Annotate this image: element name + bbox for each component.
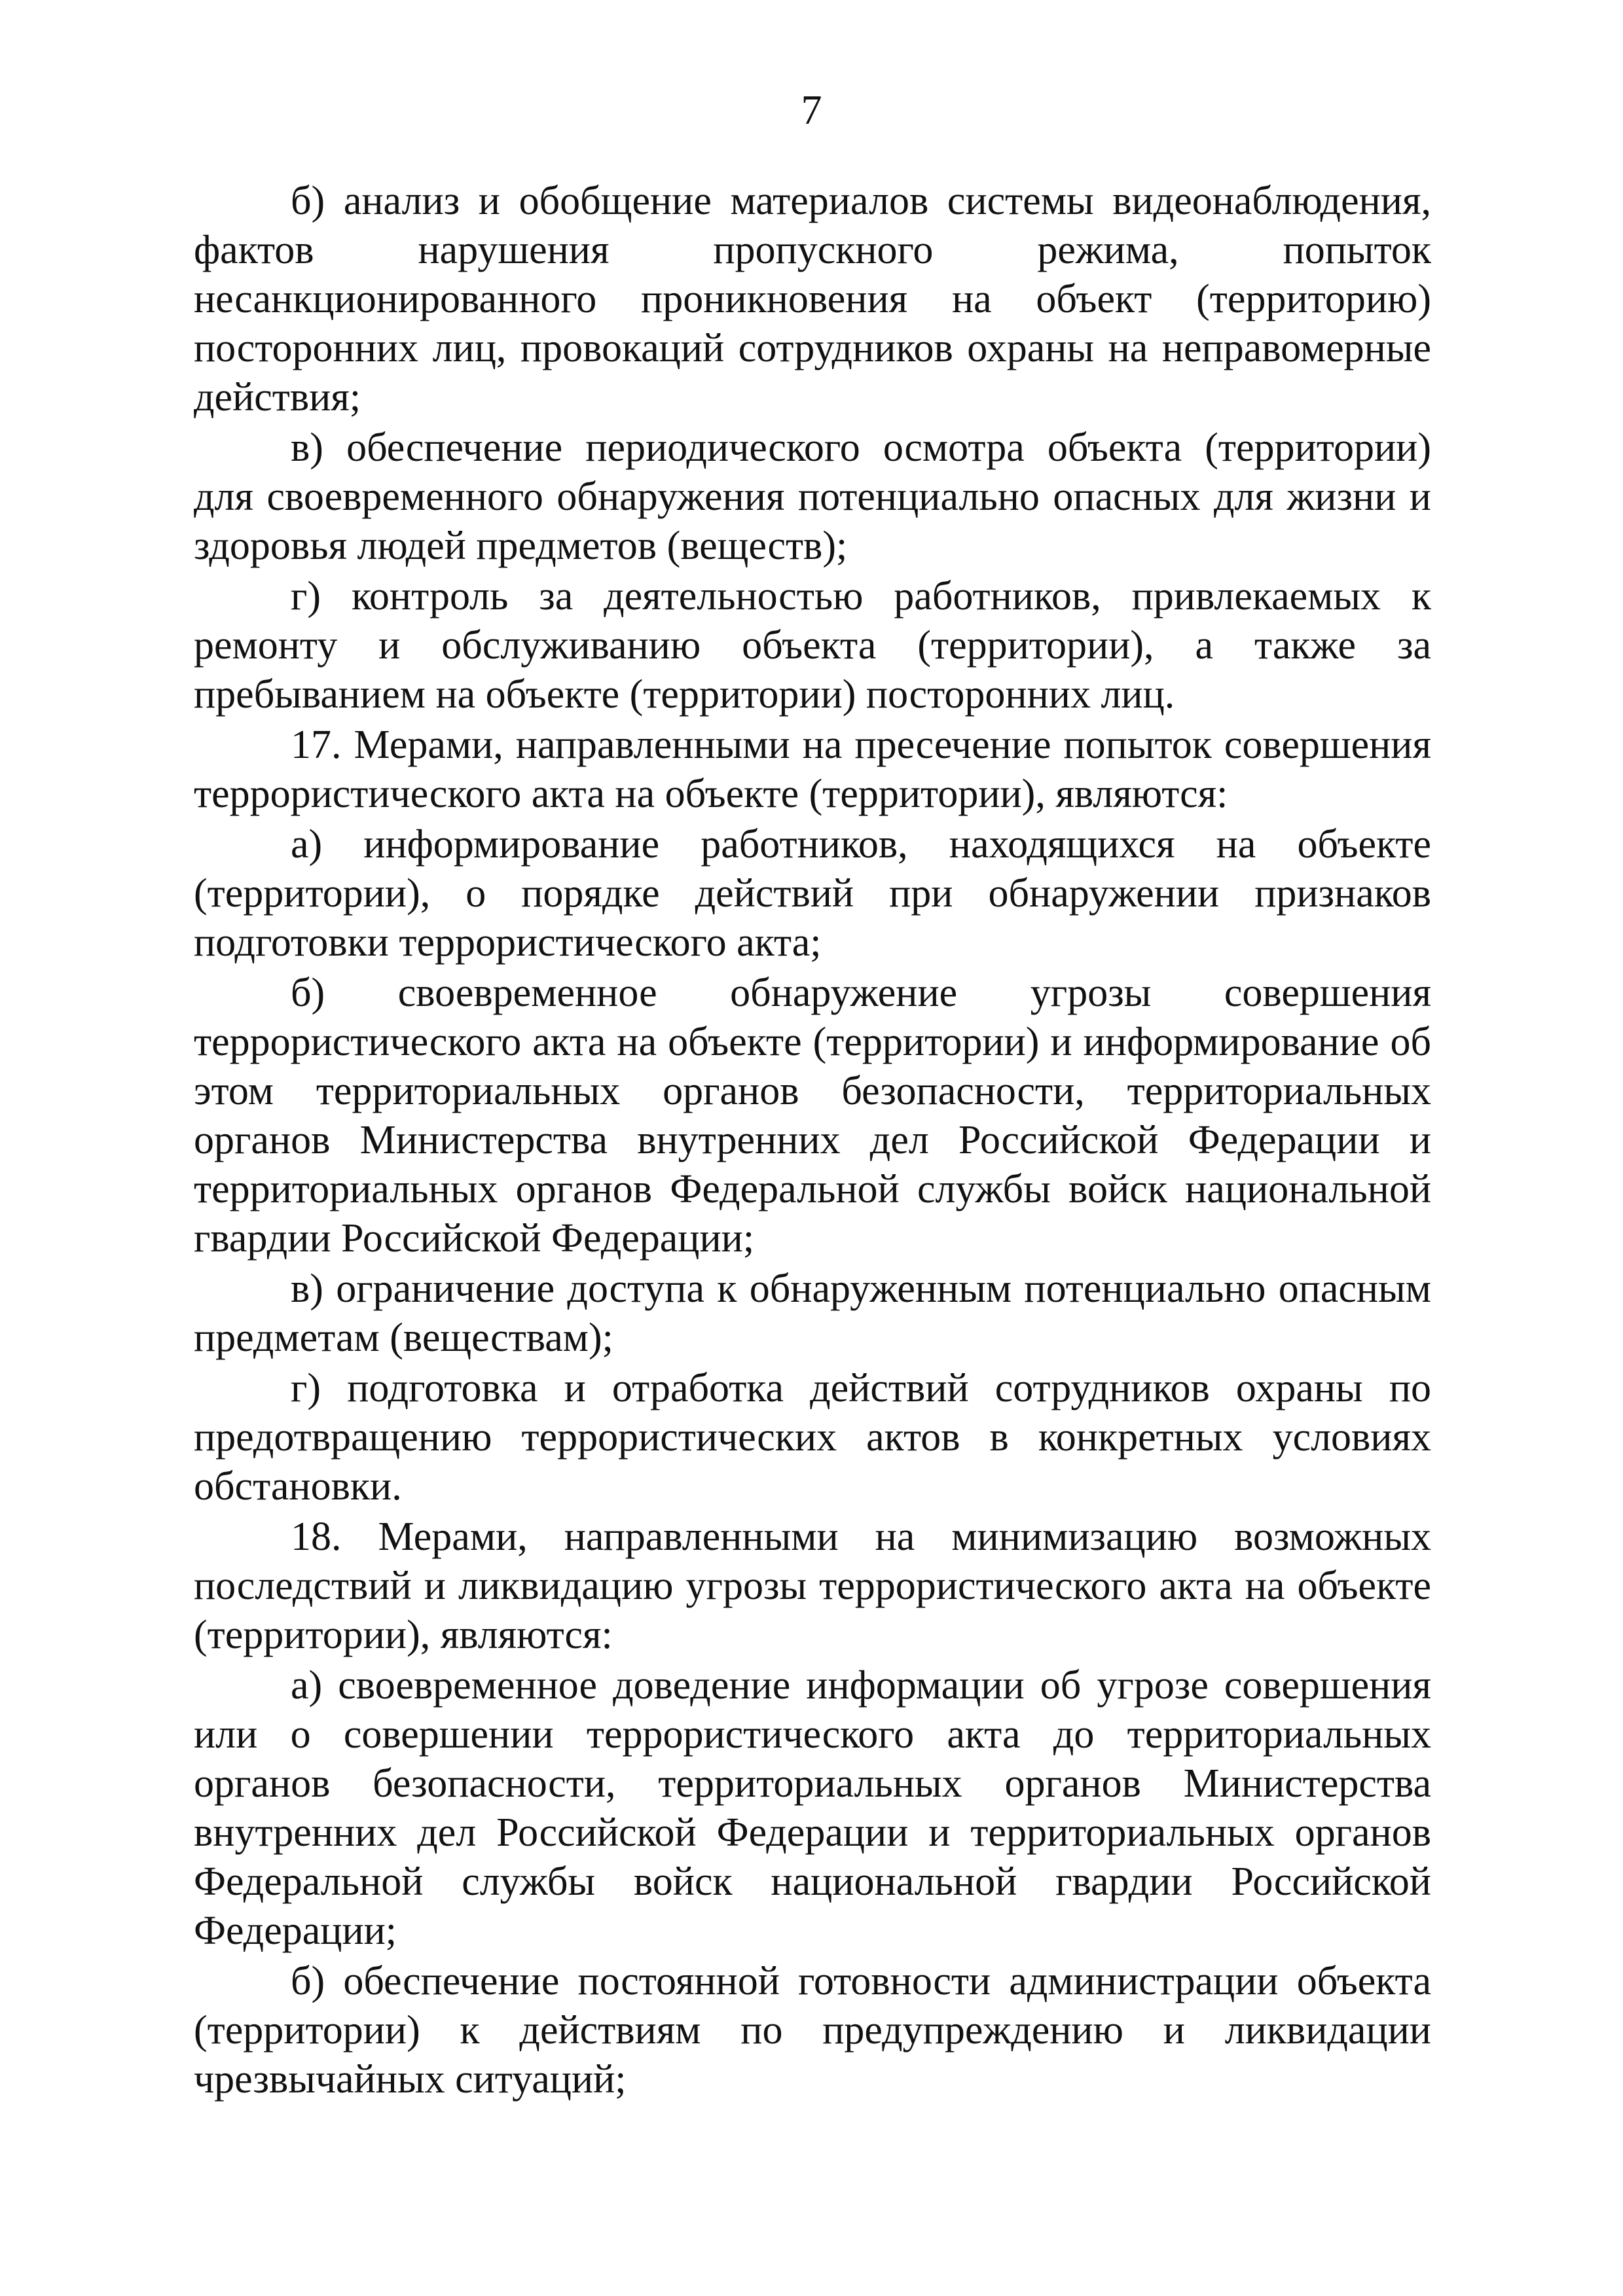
- paragraph-17a: а) информирование работников, находящихся на объекте (территории), о порядке действий при обнаружении признаков подготовки террористического акта;: [194, 822, 1431, 965]
- paragraph-18: 18. Мерами, направленными на минимизацию возможных последствий и ликвидацию угрозы террористического акта на объекте (территории), являются:: [194, 1515, 1431, 1657]
- paragraph-16g: г) контроль за деятельностью работников, привлекаемых к ремонту и обслуживанию объекта (территории), а также за пребыванием на объекте (территории) посторонних лиц.: [194, 574, 1431, 717]
- paragraph-18b: б) обеспечение постоянной готовности администрации объекта (территории) к действиям по предупреждению и ликвидации чрезвычайных ситуаций;: [194, 1959, 1431, 2102]
- paragraph-16v: в) обеспечение периодического осмотра объекта (территории) для своевременного обнаружения потенциально опасных для жизни и здоровья людей предметов (веществ);: [194, 425, 1431, 568]
- document-body: [194, 177, 1431, 2106]
- paragraph-17: 17. Мерами, направленными на пресечение попыток совершения террористического акта на объекте (территории), являются:: [194, 723, 1431, 816]
- paragraph-17v: в) ограничение доступа к обнаруженным потенциально опасным предметам (веществам);: [194, 1266, 1431, 1360]
- paragraph-16b: б) анализ и обобщение материалов системы видеонаблюдения, фактов нарушения пропускного режима, попыток несанкционированного проникновения на объект (территорию) посторонних лиц, провокаций сотрудников охраны на неправомерные действия;: [194, 179, 1431, 420]
- paragraph-18a: а) своевременное доведение информации об угрозе совершения или о совершении террористического акта до территориальных органов безопасности, территориальных органов Министерства внутренних дел Российской Федерации и территориальных органов Федеральной службы войск национальной гвардии Российской Федерации;: [194, 1663, 1431, 1953]
- page-number: 7: [801, 86, 822, 133]
- paragraph-17g: г) подготовка и отработка действий сотрудников охраны по предотвращению террористических актов в конкретных условиях обстановки.: [194, 1366, 1431, 1509]
- paragraph-17b: б) своевременное обнаружение угрозы совершения террористического акта на объекте (территории) и информирование об этом территориальных органов безопасности, территориальных органов Министерства внутренних дел Российской Федерации и территориальных органов Федеральной службы войск национальной гвардии Российской Федерации;: [194, 971, 1431, 1261]
